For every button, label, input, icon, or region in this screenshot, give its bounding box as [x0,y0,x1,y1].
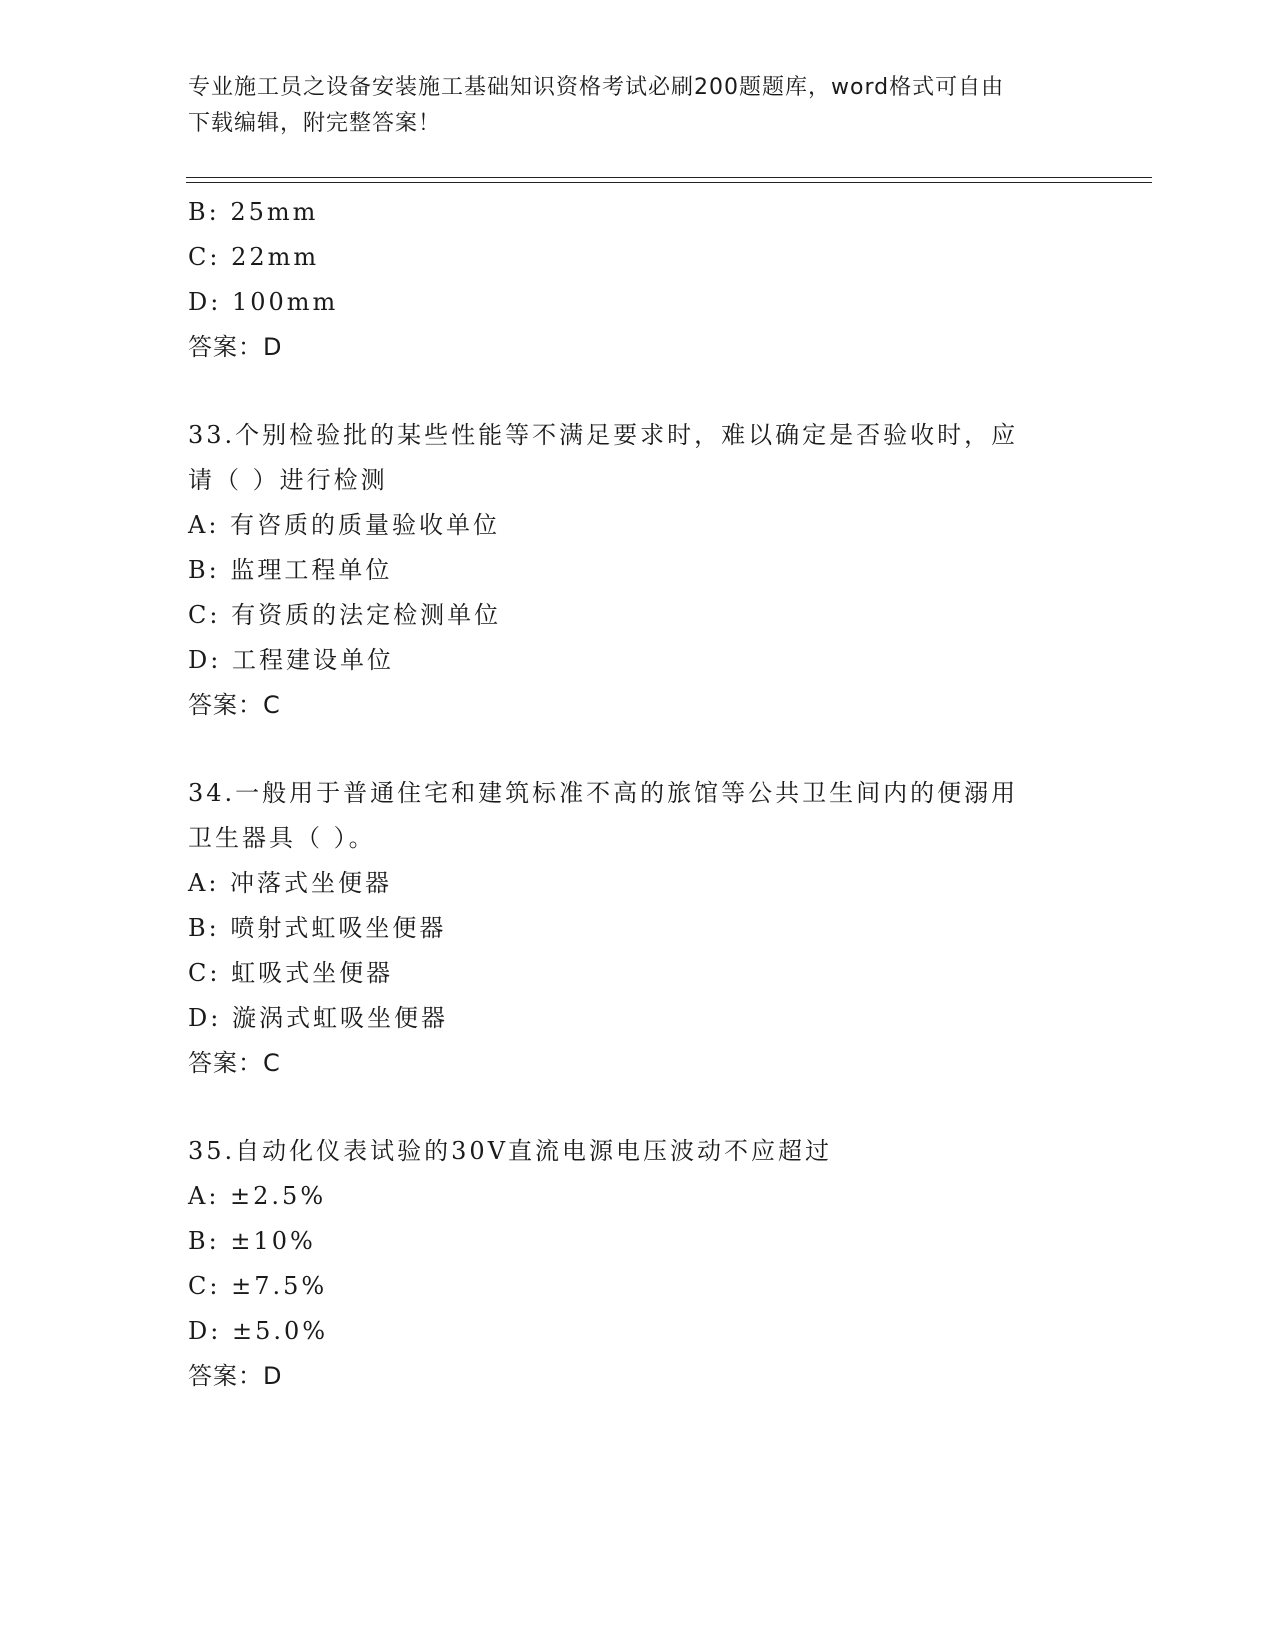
question-33 [188,413,1088,728]
option-c: C: 22mm [188,243,320,271]
option-a: A: 有咨质的质量验收单位 [188,511,501,539]
option-d: D: 漩涡式虹吸坐便器 [188,1004,448,1032]
question-stem: 34.一般用于普通住宅和建筑标准不高的旅馆等公共卫生间内的便溺用 [188,779,1019,807]
answer: 答案：C [188,1049,281,1077]
answer: 答案：D [188,1362,283,1390]
question-stem: 请（ ）进行检测 [188,466,388,494]
option-d: D: 100mm [188,288,339,316]
question-stem: 卫生器具（ ）。 [188,824,376,852]
option-c: C: 有资质的法定检测单位 [188,601,502,629]
question-stem: 33.个别检验批的某些性能等不满足要求时，难以确定是否验收时，应 [188,421,1019,449]
header-line-2: 下载编辑，附完整答案！ [188,111,442,136]
page-header [188,70,1068,142]
header-divider-bottom [186,182,1152,183]
question-content [188,190,1088,1399]
header-line-1: 专业施工员之设备安装施工基础知识资格考试必刷200题题库，word格式可自由 [188,75,1005,100]
question-35 [188,1129,1088,1399]
option-a: A: 冲落式坐便器 [188,869,393,897]
option-b: B: 监理工程单位 [188,556,393,584]
answer: 答案：D [188,333,283,361]
option-d: D: 工程建设单位 [188,646,394,674]
question-34 [188,771,1088,1086]
option-c: C: 虹吸式坐便器 [188,959,394,987]
option-b: B: ±10% [188,1227,316,1255]
option-b: B: 喷射式虹吸坐便器 [188,914,447,942]
question-stem: 35.自动化仪表试验的30V直流电源电压波动不应超过 [188,1137,833,1165]
option-d: D: ±5.0% [188,1317,329,1345]
partial-question [188,190,1088,370]
option-a: A: ±2.5% [188,1182,327,1210]
answer: 答案：C [188,691,281,719]
option-c: C: ±7.5% [188,1272,328,1300]
header-divider-top [186,177,1152,178]
option-b: B: 25mm [188,198,319,226]
